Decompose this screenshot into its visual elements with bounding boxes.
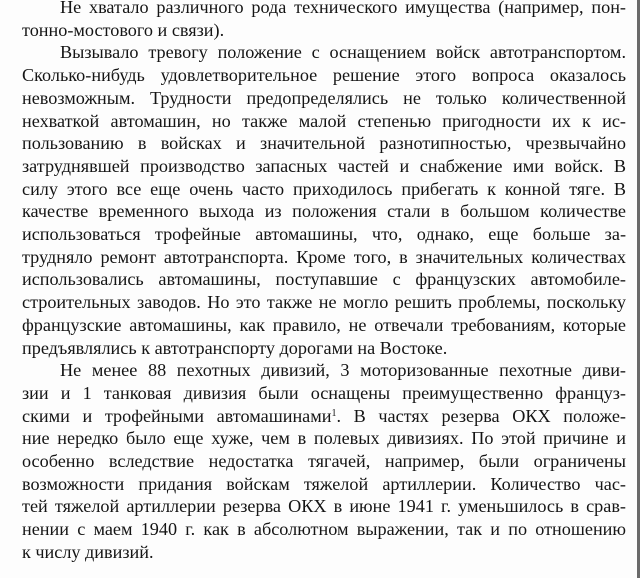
text-line-content: строительных заводов. Но это также не могло решить проблемы, поскольку xyxy=(22,292,626,313)
text-line xyxy=(22,64,626,87)
text-line xyxy=(22,291,626,314)
text-line-content: французские автомашины, как правило, не отвечали требованиям, которые xyxy=(22,314,626,335)
text-line xyxy=(22,87,626,110)
text-line xyxy=(22,268,626,291)
text-line xyxy=(22,178,626,201)
text-line xyxy=(22,541,626,564)
text-line-content: силу этого все еще очень часто приходилось прибегать к конной тяге. В xyxy=(22,178,626,199)
text-line xyxy=(22,246,626,269)
text-line xyxy=(22,359,626,382)
text-line-content: нехваткой автомашин, но также малой степенью пригодности их к ис- xyxy=(22,110,626,131)
text-line-content: невозможным. Трудности предопределялись не только количественной xyxy=(22,87,626,108)
text-line-content: скими и трофейными автомашинами xyxy=(22,405,332,426)
text-line xyxy=(22,155,626,178)
text-line-content: тей тяжелой артиллерии резерва ОКХ в июне 1941 г. уменьшилось в срав- xyxy=(22,496,626,517)
text-line-content: Не менее 88 пехотных дивизий, 3 моторизованные пехотные диви- xyxy=(60,360,626,381)
footnote-marker: 1 xyxy=(331,407,337,419)
text-line xyxy=(22,223,626,246)
text-line xyxy=(22,19,626,42)
text-line xyxy=(22,382,626,405)
text-line-content: пользованию в войсках и значительной разнотипностью, чрезвычайно xyxy=(22,133,626,154)
text-line-content: зии и 1 танковая дивизия были оснащены преимущественно француз- xyxy=(22,382,626,403)
text-line-content: возможности придания войскам тяжелой артиллерии. Количество час- xyxy=(22,473,626,494)
text-line xyxy=(22,427,626,450)
text-line-content: Вызывало тревогу положение с оснащением войск автотранспортом. xyxy=(60,42,626,63)
text-line xyxy=(22,110,626,133)
text-line-content: ние нередко было еще хуже, чем в полевых дивизиях. По этой причине и xyxy=(22,428,626,449)
text-line xyxy=(22,450,626,473)
text-line xyxy=(22,314,626,337)
text-line xyxy=(22,337,626,360)
text-line xyxy=(22,132,626,155)
text-line-content: использоваться трофейные автомашины, что, однако, еще больше за- xyxy=(22,224,626,245)
text-line xyxy=(22,405,626,428)
text-line-content: предъявлялись к автотранспорту дорогами на Востоке. xyxy=(22,337,448,358)
text-line-content: Не хватало различного рода технического имущества (например, пон- xyxy=(60,0,626,17)
text-line-content: трудняло ремонт автотранспорта. Кроме того, в значительных количествах xyxy=(22,246,626,267)
text-line-content: тонно-мостового и связи). xyxy=(22,19,225,40)
text-line-content: к числу дивизий. xyxy=(22,541,154,562)
text-line xyxy=(22,200,626,223)
text-line xyxy=(22,0,626,19)
text-line xyxy=(22,41,626,64)
text-line xyxy=(22,495,626,518)
text-line xyxy=(22,473,626,496)
page-text xyxy=(22,0,626,564)
text-line-content: особенно вследствие недостатка тягачей, например, были ограничены xyxy=(22,451,626,472)
text-line-content: качестве временного выхода из положения стали в большом количестве xyxy=(22,201,626,222)
text-line xyxy=(22,518,626,541)
text-line-content: использовались автомашины, поступавшие с французских автомобиле- xyxy=(22,269,626,290)
text-line-continuation: . В частях резерва ОКХ положе- xyxy=(336,405,626,426)
text-line-content: Сколько-нибудь удовлетворительное решение этого вопроса оказалось xyxy=(22,65,626,86)
text-line-content: нении с маем 1940 г. как в абсолютном выражении, так и по отношению xyxy=(22,519,626,540)
text-line-content: затруднявшей производство запасных частей и снабжение ими войск. В xyxy=(22,155,626,176)
